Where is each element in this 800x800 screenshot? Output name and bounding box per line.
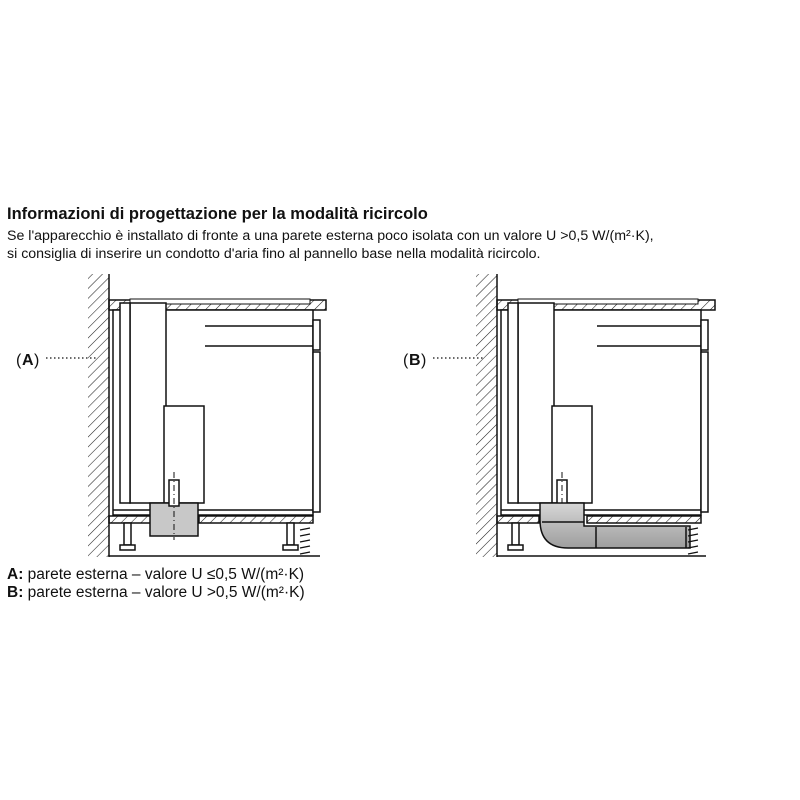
legend-text-b: parete esterna – valore U >0,5 W/(m²·K)	[23, 584, 305, 601]
page-title: Informazioni di progettazione per la modalità ricircolo	[7, 205, 428, 223]
legend-text-a: parete esterna – valore U ≤0,5 W/(m²·K)	[23, 566, 305, 583]
drawer-front-b	[701, 320, 708, 350]
legend-key-b: B:	[7, 584, 24, 601]
drawer-front-a	[313, 320, 320, 350]
figure-a	[46, 274, 326, 557]
figure-b	[433, 274, 715, 557]
legend-item-b	[7, 584, 305, 602]
hood-column-a	[130, 303, 166, 503]
description-line-1: Se l'apparecchio è installato di fronte a una parete esterna poco isolata con un valore U >0,5 W/(m²·K),	[7, 228, 654, 244]
legend-key-a: A:	[7, 566, 24, 583]
legend	[7, 566, 305, 602]
wall-a	[88, 274, 109, 557]
base-panel-b	[497, 516, 539, 523]
plinth-grill-a	[300, 528, 310, 554]
callout-a	[16, 352, 39, 369]
feet-b	[508, 523, 523, 550]
description-line-2: si consiglia di inserire un condotto d'aria fino al pannello base nella modalità ricircolo.	[7, 246, 541, 262]
callout-b-letter: B	[409, 352, 421, 369]
callout-b	[403, 352, 426, 369]
svg-text:(: (	[403, 352, 409, 369]
hood-column-b	[518, 303, 554, 503]
legend-item-a	[7, 566, 305, 584]
base-panel-a	[109, 516, 151, 523]
svg-text:(: (	[16, 352, 22, 369]
callout-a-letter: A	[22, 352, 34, 369]
wall-b	[476, 274, 497, 557]
svg-text:): )	[34, 352, 40, 369]
svg-text:): )	[421, 352, 427, 369]
feet-a	[120, 523, 298, 550]
